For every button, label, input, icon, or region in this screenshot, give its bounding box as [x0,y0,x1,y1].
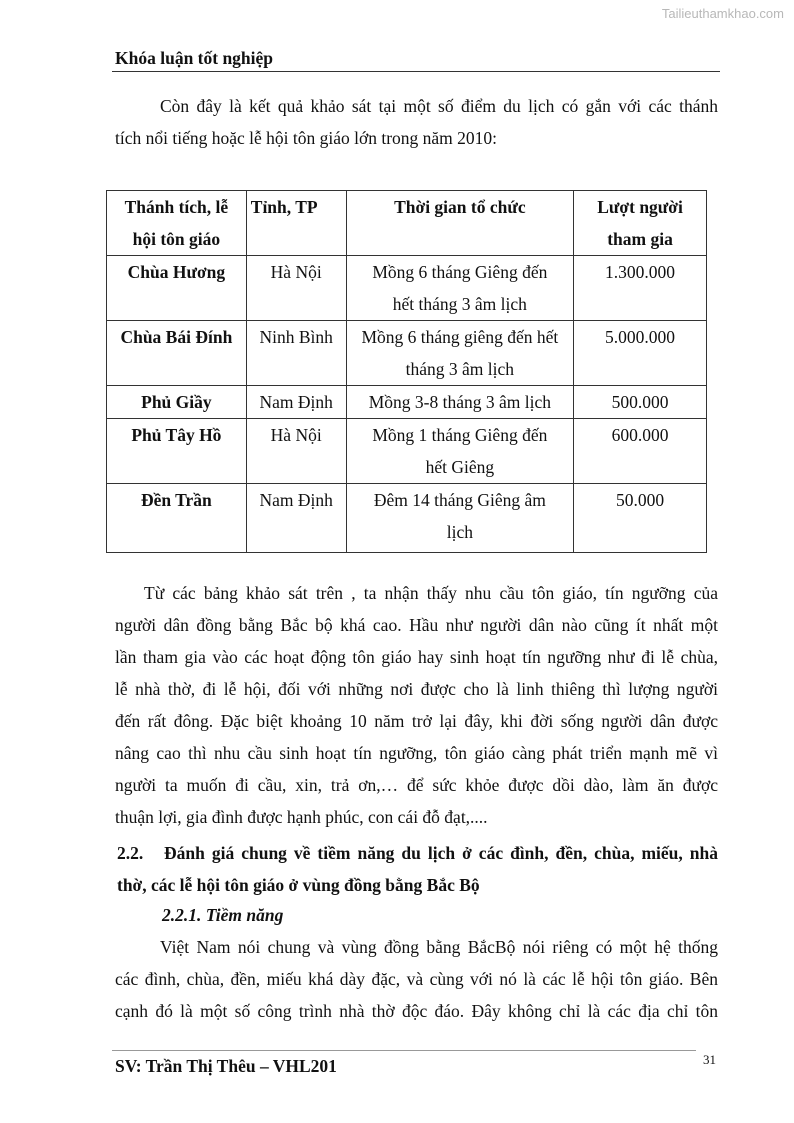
site-name: Chùa Hương [107,256,247,321]
section-number: 2.2. [117,843,144,863]
site-name: Phủ Tây Hồ [107,419,247,484]
table-row [107,256,707,321]
time-text: Đêm 14 tháng Giêng âm [373,490,546,510]
table-row [107,386,707,419]
paragraph-line: lễ nhà thờ, đi lễ hội, đối với những nơi được cho là linh thiêng thì lượng người [115,679,718,699]
paragraph-line: Từ các bảng khảo sát trên , ta nhận thấy nhu cầu tôn giáo, tín ngưỡng của [144,583,718,603]
site-name: Phủ Giầy [107,386,247,419]
watermark: Tailieuthamkhao.com [661,6,784,21]
time-text: tháng 3 âm lịch [405,359,515,379]
province: Hà Nội [246,256,346,321]
time [346,386,574,419]
section-title: Đánh giá chung về tiềm năng du lịch ở các đình, đền, chùa, miếu, nhà [164,843,718,863]
header-cell [346,191,574,256]
intro-line: Còn đây là kết quả khảo sát tại một số điểm du lịch có gắn với các thánh [160,96,718,116]
time-text: Mồng 3-8 tháng 3 âm lịch [368,392,551,412]
province: Hà Nội [246,419,346,484]
time-text: Mồng 6 tháng giêng đến hết [361,327,559,347]
footer-rule [112,1050,696,1051]
header-text: Thời gian tổ chức [394,197,526,217]
header-text: Lượt người [597,197,683,217]
header-cell [246,191,346,256]
header-text: Tỉnh, TP [250,197,318,217]
section-title: thờ, các lễ hội tôn giáo ở vùng đồng bằng Bắc Bộ [117,875,480,895]
time-text: Mồng 6 tháng Giêng đến [372,262,548,282]
province: Nam Định [246,484,346,553]
paragraph-line: nâng cao thì nhu cầu sinh hoạt tín ngưỡng, tôn giáo càng phát triển mạnh mẽ vì [115,743,718,763]
footer-student: SV: Trần Thị Thêu – VHL201 [115,1056,337,1076]
table-header-row [107,191,707,256]
site-name: Đền Trần [107,484,247,553]
header-rule [112,71,720,72]
paragraph-line: thuận lợi, gia đình được hạnh phúc, con cái đỗ đạt,.... [115,807,488,827]
time [346,321,574,386]
survey-table [106,190,707,553]
site-name: Chùa Bái Đính [107,321,247,386]
paragraph-line: cạnh đó là một số công trình nhà thờ độc đáo. Đây không chỉ là các địa chỉ tôn [115,1001,718,1021]
paragraph-line: lần tham gia vào các hoạt động tôn giáo hay sinh hoạt tín ngưỡng như đi lễ chùa, [115,647,718,667]
time-text: Mồng 1 tháng Giêng đến [372,425,548,445]
running-header: Khóa luận tốt nghiệp [115,48,274,68]
time [346,484,574,553]
header-cell [574,191,707,256]
table-row [107,484,707,553]
paragraph-line: người ta muốn đi cầu, xin, trả ơn,… để sức khỏe được dồi dào, làm ăn được [115,775,718,795]
time-text: hết tháng 3 âm lịch [392,294,527,314]
time-text: hết Giêng [425,457,495,477]
paragraph-line: người dân đồng bằng Bắc bộ khá cao. Hầu như người dân nào cũng ít nhất một [115,615,718,635]
page-number: 31 [703,1052,716,1067]
subsection-title: 2.2.1. Tiềm năng [162,905,284,925]
header-text: Thánh tích, lễ [124,197,229,217]
visitors: 500.000 [574,386,707,419]
visitors: 5.000.000 [574,321,707,386]
province: Nam Định [246,386,346,419]
intro-line: tích nổi tiếng hoặc lễ hội tôn giáo lớn trong năm 2010: [115,128,498,148]
province: Ninh Bình [246,321,346,386]
visitors: 600.000 [574,419,707,484]
paragraph-line: các đình, chùa, đền, miếu khá dày đặc, và cùng với nó là các lễ hội tôn giáo. Bên [115,969,718,989]
paragraph-line: Việt Nam nói chung và vùng đồng bằng BắcBộ nói riêng có một hệ thống [160,937,718,957]
time [346,256,574,321]
paragraph-line: đến rất đông. Đặc biệt khoảng 10 năm trở lại đây, khi đời sống người dân được [115,711,718,731]
header-cell [107,191,247,256]
time-text: lịch [446,522,473,542]
time [346,419,574,484]
table-row [107,419,707,484]
header-text: tham gia [607,229,673,249]
visitors: 1.300.000 [574,256,707,321]
table-row [107,321,707,386]
header-text: hội tôn giáo [132,229,221,249]
visitors: 50.000 [574,484,707,553]
